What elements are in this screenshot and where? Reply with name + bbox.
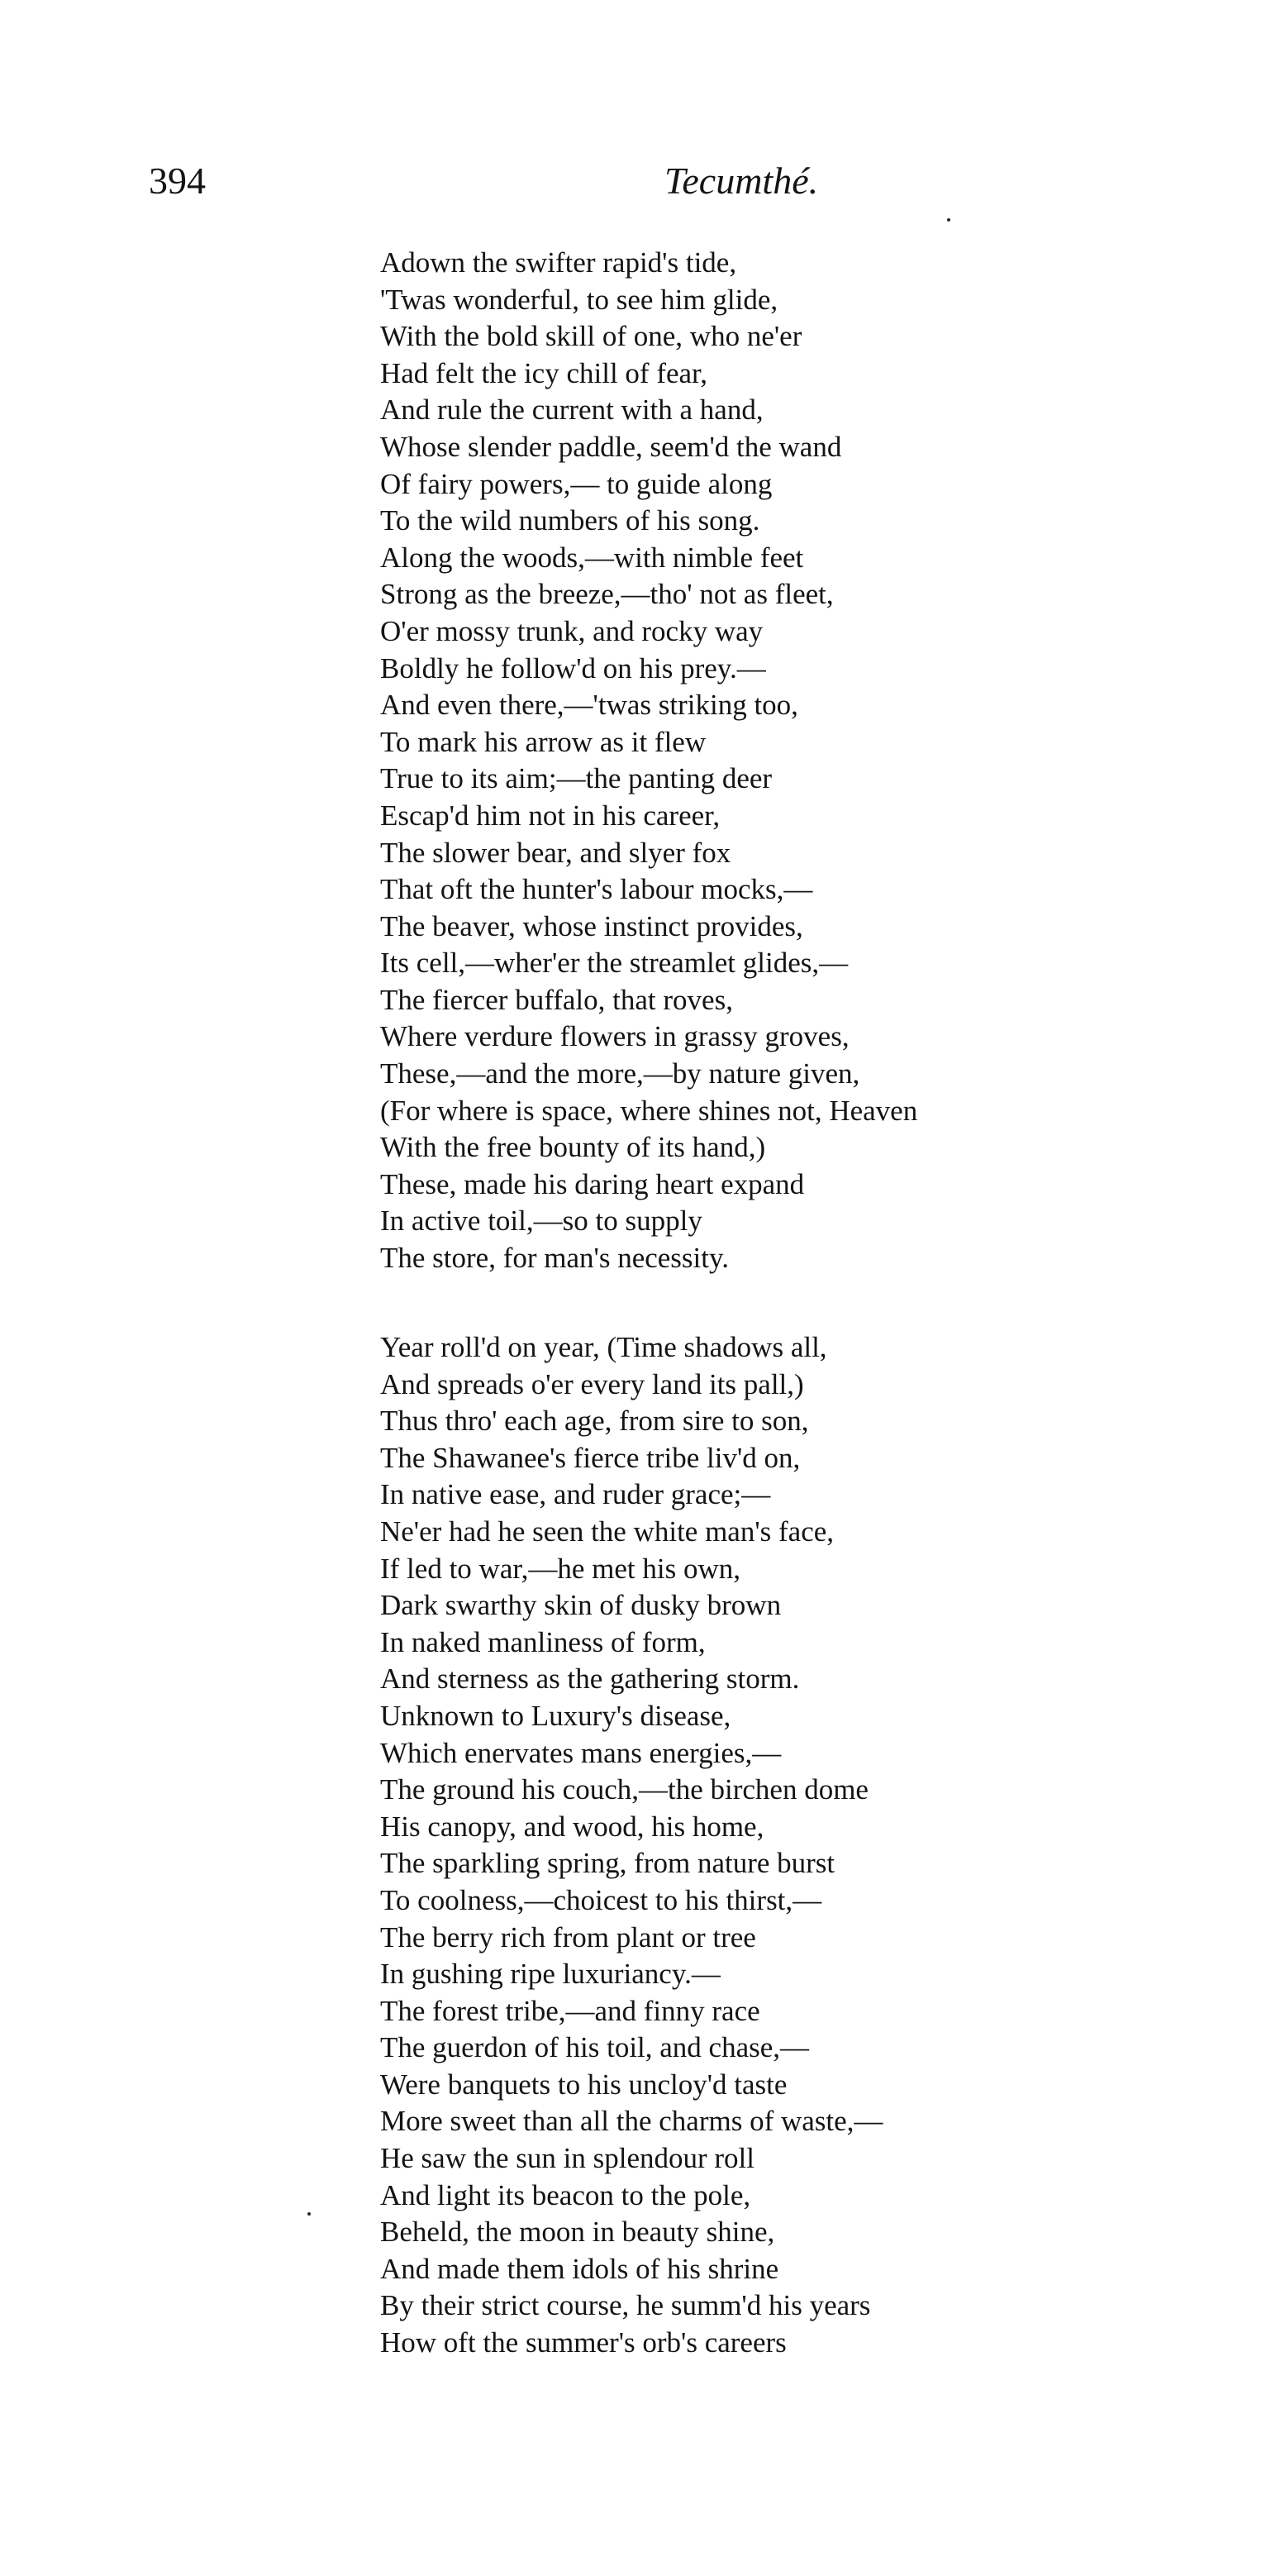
verse-line: The sparkling spring, from nature burst [380, 1847, 835, 1880]
verse-line: The guerdon of his toil, and chase,— [380, 2031, 810, 2064]
verse-line: The store, for man's necessity. [380, 1242, 729, 1275]
verse-line: Strong as the breeze,—tho' not as fleet, [380, 578, 834, 611]
verse-line: Dark swarthy skin of dusky brown [380, 1589, 782, 1622]
verse-line: In native ease, and ruder grace;— [380, 1478, 771, 1511]
verse-line: The Shawanee's fierce tribe liv'd on, [380, 1441, 801, 1474]
running-title: Tecumthé. [664, 160, 819, 202]
verse-line: Whose slender paddle, seem'd the wand [380, 430, 842, 463]
verse-line: With the free bounty of its hand,) [380, 1131, 766, 1164]
verse-line: To coolness,—choicest to his thirst,— [380, 1883, 822, 1916]
verse-line: Boldly he follow'd on his prey.— [380, 651, 766, 685]
verse-line: The fiercer buffalo, that roves, [380, 983, 733, 1016]
verse-line: He saw the sun in splendour roll [380, 2142, 755, 2175]
verse-line: More sweet than all the charms of waste,— [380, 2105, 883, 2138]
verse-line: And spreads o'er every land its pall,) [380, 1367, 804, 1400]
verse-line: With the bold skill of one, who ne'er [380, 320, 802, 353]
verse-line: That oft the hunter's labour mocks,— [380, 873, 813, 906]
verse-line: If led to war,—he met his own, [380, 1552, 740, 1585]
verse-line: (For where is space, where shines not, Heaven [380, 1094, 918, 1127]
verse-line: The forest tribe,—and finny race [380, 1994, 760, 2027]
verse-line: By their strict course, he summ'd his years [380, 2289, 871, 2322]
verse-line: How oft the summer's orb's careers [380, 2326, 787, 2359]
verse-line: In active toil,—so to supply [380, 1205, 702, 1238]
verse-line: These,—and the more,—by nature given, [380, 1057, 860, 1090]
verse-line: O'er mossy trunk, and rocky way [380, 614, 764, 647]
verse-line: Ne'er had he seen the white man's face, [380, 1515, 835, 1548]
verse-line: Unknown to Luxury's disease, [380, 1699, 731, 1732]
verse-line: And made them idols of his shrine [380, 2252, 779, 2285]
verse-line: To the wild numbers of his song. [380, 504, 760, 537]
verse-line: His canopy, and wood, his home, [380, 1810, 764, 1843]
verse-line: 'Twas wonderful, to see him glide, [380, 283, 778, 316]
verse-line: To mark his arrow as it flew [380, 725, 707, 758]
verse-line: Thus thro' each age, from sire to son, [380, 1405, 809, 1438]
verse-line: Its cell,—wher'er the streamlet glides,— [380, 947, 849, 980]
verse-line: Adown the swifter rapid's tide, [380, 246, 737, 279]
verse-line: In naked manliness of form, [380, 1625, 706, 1658]
verse-line: True to its aim;—the panting deer [380, 762, 773, 795]
verse-line: And light its beacon to the pole, [380, 2178, 751, 2211]
verse-line: The slower bear, and slyer fox [380, 836, 731, 869]
page-number: 394 [149, 160, 206, 202]
verse-line: Escap'd him not in his career, [380, 799, 721, 832]
verse-line: And sterness as the gathering storm. [380, 1662, 800, 1696]
verse-line: Beheld, the moon in beauty shine, [380, 2216, 775, 2249]
verse-line: And even there,—'twas striking too, [380, 689, 798, 722]
ink-speck [307, 2212, 311, 2216]
verse-line: Which enervates mans energies,— [380, 1736, 782, 1769]
verse-line: The ground his couch,—the birchen dome [380, 1773, 869, 1806]
ink-speck [947, 218, 950, 222]
stanza [380, 1329, 1240, 2362]
verse-line: And rule the current with a hand, [380, 394, 764, 427]
verse-line: Had felt the icy chill of fear, [380, 356, 708, 389]
verse-line: The berry rich from plant or tree [380, 1920, 756, 1953]
verse-line: Year roll'd on year, (Time shadows all, [380, 1331, 827, 1363]
stanza [380, 245, 1240, 1277]
verse-line: These, made his daring heart expand [380, 1167, 805, 1200]
verse-line: Where verdure flowers in grassy groves, [380, 1020, 850, 1053]
verse-line: In gushing ripe luxuriancy.— [380, 1958, 721, 1991]
verse-line: The beaver, whose instinct provides, [380, 909, 803, 942]
verse-line: Of fairy powers,— to guide along [380, 467, 773, 500]
verse-line: Were banquets to his uncloy'd taste [380, 2068, 788, 2101]
verse-line: Along the woods,—with nimble feet [380, 541, 804, 574]
